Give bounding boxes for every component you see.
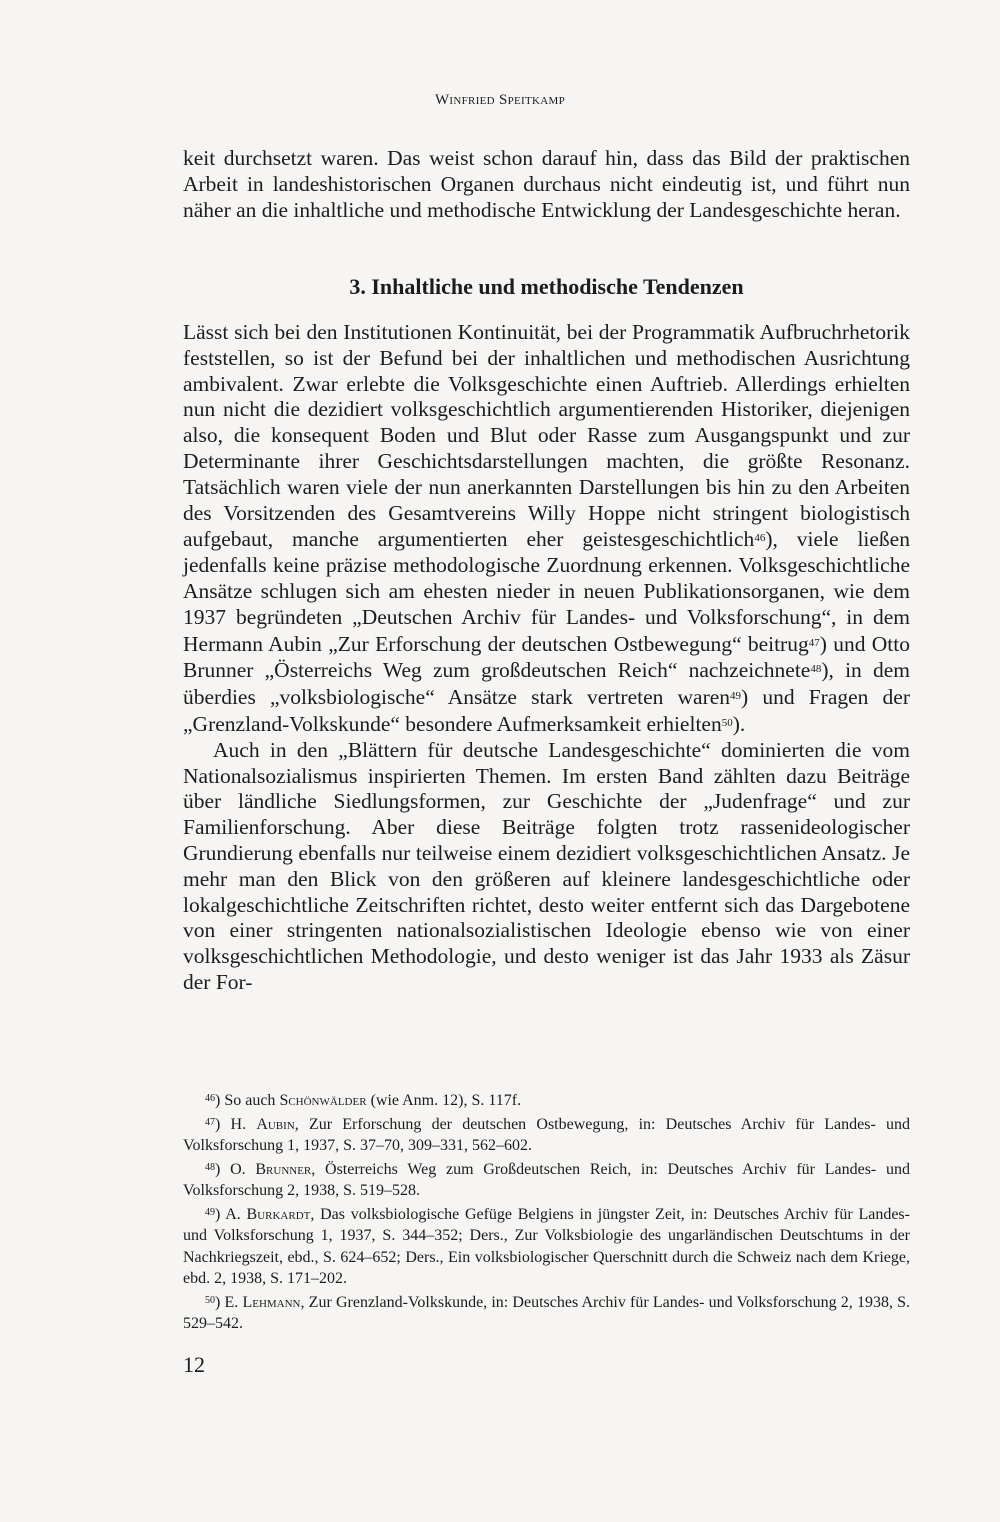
footnote-author: Burkardt — [246, 1205, 311, 1223]
footnote-48: $^{48}$) O. Brunner, Österreichs Weg zum Großdeutschen Reich, in: Deutsches Archiv für Landes- und Volksforschung 2, 1938, S. 519–528. — [183, 1160, 911, 1199]
para2-seg2: ), viele ließen jedenfalls keine präzise methodologische Zuordnung erkennen. Volksgeschichtliche Ansätze schlugen sich am ehesten nieder in neuen Publikationsorganen, wie dem 1937 begründeten „Deutschen Archiv für Landes- und Volksforschung“, in dem Hermann Aubin „Zur Erforschung der deutschen Ostbewegung“ beitrug — [183, 527, 910, 656]
footnote-author: Schönwälder — [279, 1092, 367, 1109]
footnote-ref-49: 49 — [730, 690, 742, 703]
footnote-author: Lehmann — [242, 1293, 301, 1311]
para2-seg3: ) und Otto Brunner „Österreichs Weg zum großdeutschen Reich“ nachzeichnete — [183, 631, 910, 683]
footnote-number: 47 — [205, 1116, 215, 1128]
footnote-text: , Zur Erforschung der deutschen Ostbewegung, in: Deutsches Archiv für Landes- und Volksforschung 1, 1937, S. 37–70, 309–331, 562–602. — [183, 1115, 911, 1154]
footnote-number: 48 — [205, 1161, 215, 1173]
footnote-author: Aubin — [256, 1115, 295, 1133]
paragraph-3: Auch in den „Blättern für deutsche Landesgeschichte“ dominierten die vom Nationalsozialismus inspirierten Themen. Im ersten Band zählten dazu Beiträge über ländliche Siedlungsformen, zur Geschichte der „Judenfrage“ und zur Familienforschung. Aber diese Beiträge folgten trotz rassenideologischer Grundierung ebenfalls nur teilweise einem dezidiert volksgeschichtlichen Ansatz. Je mehr man den Blick von den größeren auf kleinere landesgeschichtliche oder lokalgeschichtliche Zeitschriften richtet, desto weiter entfernt sich das Dargebotene von einer stringenten nationalsozialistischen Ideologie ebenso wie von einer volksgeschichtlichen Methodologie, und desto weniger ist das Jahr 1933 als Zäsur der For- — [183, 737, 910, 994]
footnote-prefix: A. — [225, 1205, 247, 1223]
para2-seg1: Lässt sich bei den Institutionen Kontinuität, bei der Programmatik Aufbruchrhetorik feststellen, so ist der Befund bei der inhaltlichen und methodischen Ausrichtung ambivalent. Zwar erlebte die Volksgeschichte einen Auftrieb. Allerdings erhielten nun nicht die dezidiert volksgeschichtlich argumentierenden Historiker, diejenigen also, die konsequent Boden und Blut oder Rasse zum Ausgangspunkt und zur Determinante ihrer Geschichtsdarstellungen machten, die größte Resonanz. Tatsächlich waren viele der nun anerkannten Darstellungen bis hin zu den Arbeiten des Vorsitzenden des Gesamtvereins Willy Hoppe nicht stringent biologistisch aufgebaut, manche argumentierten eher geistesgeschichtlich — [183, 320, 910, 552]
para2-seg5: ) und Fragen der „Grenzland-Volkskunde“ besondere Aufmerksamkeit erhielten — [183, 685, 910, 736]
footnote-ref-50: 50 — [721, 716, 733, 729]
footnote-author: Brunner — [255, 1160, 312, 1178]
footnote-ref-48: 48 — [810, 663, 822, 676]
paragraph-2 — [183, 320, 910, 738]
section-heading: 3. Inhaltliche und methodische Tendenzen — [349, 274, 744, 299]
paragraph-1-text: keit durchsetzt waren. Das weist schon darauf hin, dass das Bild der praktischen Arbeit in landeshistorischen Organen durchaus nicht eindeutig ist, und führt nun näher an die inhaltliche und methodische Entwicklung der Landesgeschichte heran. — [183, 146, 910, 222]
para2-seg6: ). — [732, 711, 746, 736]
footnote-50: $^{50}$) E. Lehmann, Zur Grenzland-Volkskunde, in: Deutsches Archiv für Landes- und Volksforschung 2, 1938, S. 529–542. — [183, 1293, 911, 1332]
footnote-47: $^{47}$) H. Aubin, Zur Erforschung der deutschen Ostbewegung, in: Deutsches Archiv für Landes- und Volksforschung 1, 1937, S. 37–70, 309–331, 562–602. — [183, 1115, 911, 1154]
footnote-text: , Das volksbiologische Gefüge Belgiens in jüngster Zeit, in: Deutsches Archiv für Landes- und Volksforschung 1, 1937, S. 344–352; Ders., Zur Volksbiologie des ungarländischen Deutschtums in der Nachkriegszeit, ebd., S. 624–652; Ders., Ein volksbiologischer Querschnitt durch die Schweiz nach dem Kriege, ebd. 2, 1938, S. 171–202. — [183, 1205, 910, 1287]
footnote-number: 46 — [205, 1093, 215, 1104]
footnote-number: 50 — [205, 1294, 215, 1306]
footnote-number: 49 — [205, 1206, 215, 1218]
footnote-prefix: So auch — [224, 1092, 280, 1109]
footnote-text: , Österreichs Weg zum Großdeutschen Reich, in: Deutsches Archiv für Landes- und Volksforschung 2, 1938, S. 519–528. — [183, 1160, 911, 1199]
page-number: 12 — [183, 1352, 205, 1377]
footnote-49: $^{49}$) A. Burkardt, Das volksbiologische Gefüge Belgiens in jüngster Zeit, in: Deutsches Archiv für Landes- und Volksforschung 1, 1937, S. 344–352; Ders., Zur Volksbiologie des ungarländischen Deutschtums in der Nachkriegszeit, ebd., S. 624–652; Ders., Ein volksbiologischer Querschnitt durch die Schweiz nach dem Kriege, ebd. 2, 1938, S. 171–202. — [183, 1205, 910, 1287]
footnote-text: (wie Anm. 12), S. 117f. — [366, 1092, 522, 1109]
footnote-ref-47: 47 — [808, 636, 820, 649]
footnote-prefix: O. — [230, 1160, 256, 1178]
paragraph-1 — [183, 146, 910, 223]
para2-seg4: ), in dem überdies „volksbiologische“ Ansätze stark vertreten waren — [183, 658, 910, 710]
running-header: Winfried Speitkamp — [434, 92, 566, 108]
footnote-text: , Zur Grenzland-Volkskunde, in: Deutsches Archiv für Landes- und Volksforschung 2, 1938, S. 529–542. — [183, 1293, 911, 1332]
footnote-46: $^{46}$) So auch Schönwälder (wie Anm. 12), S. 117f. — [205, 1092, 522, 1109]
body-paragraphs — [183, 320, 910, 996]
footnote-prefix: E. — [224, 1293, 243, 1311]
footnotes — [183, 1088, 910, 1335]
footnote-ref-46: 46 — [754, 532, 766, 545]
footnote-prefix: H. — [230, 1115, 257, 1133]
